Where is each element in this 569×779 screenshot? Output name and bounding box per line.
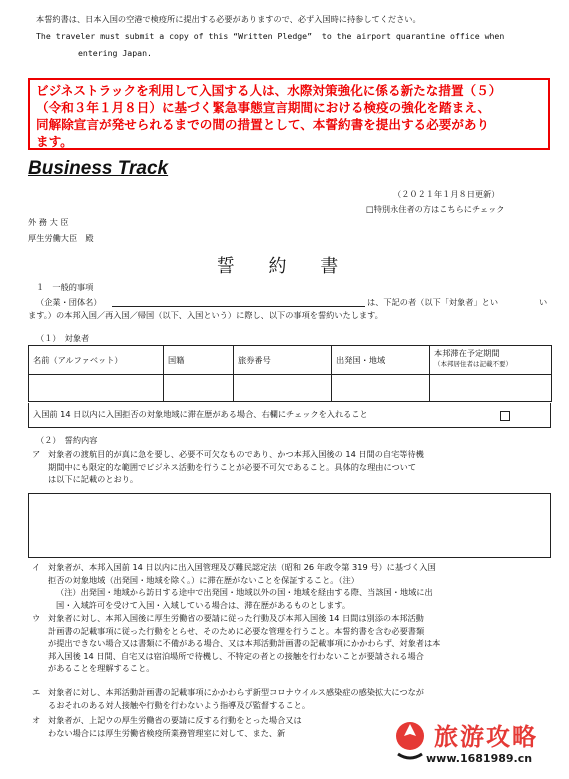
cell-departure-input[interactable] bbox=[332, 375, 430, 402]
item-e-line1: 対象者に対し、本邦活動計画書の記載事項にかかわらず新型コロナウイルス感染症の感染拡大につなが bbox=[48, 687, 424, 697]
item-a-line3: は以下に記載のとおり。 bbox=[48, 474, 139, 484]
item-e-mark: エ bbox=[32, 687, 41, 697]
col-stay-period bbox=[430, 346, 552, 375]
col-departure: 出発国・地域 bbox=[332, 346, 430, 375]
pledge-item-a bbox=[32, 448, 552, 486]
watermark-logo-icon bbox=[390, 718, 430, 768]
addressee-foreign-minister: 外 務 大 臣 bbox=[28, 217, 69, 227]
item-a-mark: ア bbox=[32, 449, 41, 459]
item-i-line2: 拒否の対象地域（出発国・地域を除く。）に滞在歴がないことを保証すること。（注） bbox=[48, 574, 359, 585]
reason-text-box[interactable] bbox=[28, 493, 551, 558]
col-name: 名前（アルファベット） bbox=[29, 346, 164, 375]
header-en-line-2: entering Japan. bbox=[78, 48, 152, 58]
watermark-text: 旅游攻略 bbox=[434, 723, 538, 751]
business-track-notice bbox=[28, 78, 550, 150]
permanent-resident-check[interactable]: □特別永住者の方はこちらにチェック bbox=[366, 204, 505, 214]
cell-passport-input[interactable] bbox=[234, 375, 332, 402]
col-passport: 旅券番号 bbox=[234, 346, 332, 375]
header-en-line-1: The traveler must submit a copy of this “Written Pledge” to the airport quarantine office when bbox=[36, 31, 505, 41]
item-a-line1: 対象者の渡航目的が真に急を要し、必要不可欠なものであり、かつ本邦入国後の 14 日間の自宅等待機 bbox=[48, 449, 424, 459]
item-i-line1: 対象者が、本邦入国前 14 日以内に出入国管理及び難民認定法（昭和 26 年政令第 319 号）に基づく入国 bbox=[48, 562, 436, 572]
watermark-url: www.1681989.cn bbox=[426, 752, 533, 765]
pledge-item-u bbox=[32, 612, 552, 675]
target-heading: （１） 対象者 bbox=[36, 333, 90, 343]
notice-line-4: ます。 bbox=[36, 134, 73, 149]
denial-area-check-text: 入国前 14 日以内に入国拒否の対象地域に滞在歴がある場合、右欄にチェックを入れること bbox=[33, 409, 368, 419]
col-stay-period-note: （本邦居住者は記載不要） bbox=[434, 360, 512, 368]
item-e-line2: るおそれのある対人接触や行動を行わないよう指導及び監督すること。 bbox=[48, 699, 311, 710]
item-o-line2: わない場合には厚生労働省検疫所業務管理室に対して、また、新 bbox=[48, 727, 286, 738]
col-stay-period-label: 本邦滞在予定期間 bbox=[434, 348, 500, 358]
col-nationality: 国籍 bbox=[164, 346, 234, 375]
pledge-item-i bbox=[32, 561, 552, 611]
company-label: （企業・団体名） bbox=[36, 297, 102, 307]
target-table bbox=[28, 345, 552, 402]
cell-stay-input[interactable] bbox=[430, 375, 552, 402]
company-name-field[interactable] bbox=[112, 306, 365, 307]
item-u-line4: 邦入国後 14 日間、自宅又は宿泊場所で待機し、不特定の者との接触を行わないことが要請される場合 bbox=[48, 650, 424, 661]
pledge-text-line2: ます。）の本邦入国／再入国／帰国（以下、入国という）に際し、以下の事項を誓約いたします。 bbox=[28, 310, 383, 320]
item-u-line2: 計画書の記載事項に従った行動をとらせ、そのために必要な管理を行うこと。本誓約書を含む必要書類 bbox=[48, 625, 425, 636]
document-title: 誓 約 書 bbox=[216, 256, 353, 277]
pledge-text-i: い bbox=[539, 297, 548, 307]
business-track-heading: Business Track bbox=[28, 158, 169, 179]
item-u-line1: 対象者に対し、本邦入国後に厚生労働省の要請に従った行動及び本邦入国後 14 日間は別添の本邦活動 bbox=[48, 613, 424, 623]
item-u-mark: ウ bbox=[32, 613, 41, 623]
notice-line-1: ビジネストラックを利用して入国する人は、水際対策強化に係る新たな措置（５） bbox=[36, 83, 502, 98]
item-o-line1: 対象者が、上記ウの厚生労働省の要請に反する行動をとった場合又は bbox=[48, 715, 302, 725]
notice-line-2: （令和３年１月８日）に基づく緊急事態宣言期間における検疫の強化を踏まえ、 bbox=[36, 100, 491, 115]
denial-area-checkbox[interactable] bbox=[500, 411, 510, 421]
item-a-line2: 期間中にも限定的な範囲でビジネス活動を行うことが必要不可欠であること。具体的な理由について bbox=[48, 461, 417, 472]
item-u-line5: があることを理解すること。 bbox=[48, 663, 155, 673]
denial-area-check-row bbox=[28, 403, 551, 428]
item-i-note2: 国・入域許可を受けて入国・入域している場合は、滞在歴があるものとします。 bbox=[56, 599, 351, 610]
item-i-note1: （注）出発国・地域から訪日する途中で出発国・地域以外の国・地域を経由する際、当該国・地域に出 bbox=[56, 587, 433, 597]
header-jp-line: 本誓約書は、日本入国の空港で検疫所に提出する必要がありますので、必ず入国時に持参してください。 bbox=[36, 14, 421, 24]
item-i-mark: イ bbox=[32, 562, 41, 572]
item-o-mark: オ bbox=[32, 715, 41, 725]
pledge-item-e bbox=[32, 686, 552, 711]
cell-nationality-input[interactable] bbox=[164, 375, 234, 402]
pledge-text-tail: は、下記の者（以下「対象者」とい bbox=[367, 297, 499, 307]
item-u-line3: が提出できない場合又は書類に不備がある場合、又は本邦活動計画書の記載事項にかかわらず、対象者は本 bbox=[48, 638, 441, 648]
section2-heading: （２） 誓約内容 bbox=[36, 435, 98, 445]
cell-name-input[interactable] bbox=[29, 375, 164, 402]
update-date: （２０２１年１月８日更新） bbox=[393, 189, 500, 199]
section1-heading: １ 一般的事項 bbox=[36, 282, 94, 292]
notice-line-3: 同解除宣言が発せられるまでの間の措置として、本誓約書を提出する必要があり bbox=[36, 117, 490, 132]
addressee-health-minister: 厚生労働大臣 殿 bbox=[28, 233, 94, 243]
